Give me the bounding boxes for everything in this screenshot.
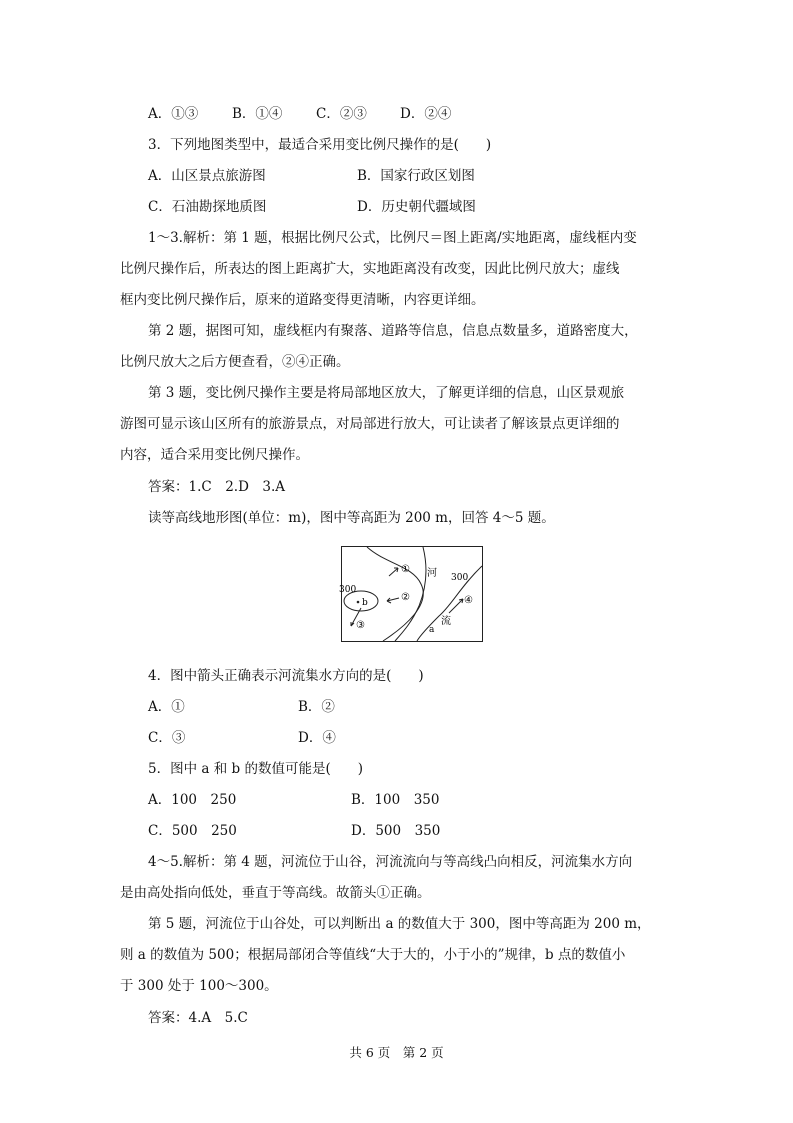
analysis-1-3-line: 框内变比例尺操作后，原来的道路变得更清晰，内容更详细。: [120, 292, 485, 308]
q2-option-b: B．①④: [232, 106, 283, 122]
q2-option-a: A．①③: [148, 106, 199, 122]
q3-option-c: C．石油勘探地质图: [148, 199, 267, 215]
analysis-4-5-line: 是由高处指向低处，垂直于等高线。故箭头①正确。: [120, 885, 431, 901]
label-b: b: [362, 598, 368, 608]
label-a: a: [429, 625, 435, 635]
analysis-4-5-line: 4～5.解析：第 4 题，河流位于山谷，河流流向与等高线凸向相反，河流集水方向: [148, 854, 633, 870]
q4-stem: 4．图中箭头正确表示河流集水方向的是( ): [148, 668, 424, 684]
answer-4-5: 答案：4.A 5.C: [148, 1010, 248, 1026]
analysis-4-5-line: 第 5 题，河流位于山谷处，可以判断出 a 的数值大于 300，图中等高距为 200 m，: [148, 916, 651, 932]
q5-stem: 5．图中 a 和 b 的数值可能是( ): [148, 761, 363, 777]
river-line: [395, 547, 426, 641]
intro-4-5: 读等高线地形图(单位：m)，图中等高距为 200 m，回答 4～5 题。: [148, 510, 555, 526]
q2-option-c: C．②③: [316, 106, 367, 122]
q4-option-c: C．③: [148, 730, 186, 746]
q3-stem: 3．下列地图类型中，最适合采用变比例尺操作的是( ): [148, 137, 492, 153]
q3-option-d: D．历史朝代疆域图: [357, 199, 476, 215]
label-2: ②: [401, 592, 410, 603]
label-4: ④: [464, 595, 473, 606]
page-footer: 共 6 页 第 2 页: [349, 1045, 444, 1060]
q5-option-c: C．500 250: [148, 823, 237, 839]
analysis-1-3-line: 第 2 题，据图可知，虚线框内有聚落、道路等信息，信息点数量多，道路密度大，: [148, 323, 638, 339]
label-river: 河: [427, 568, 437, 579]
q4-option-a: A．①: [148, 699, 185, 715]
label-300-left: 300: [339, 585, 357, 595]
contour-line-300-left: [367, 547, 423, 641]
analysis-1-3-line: 游图可显示该山区所有的旅游景点，对局部进行放大，可让读者了解该景点更详细的: [120, 416, 620, 432]
label-flow: 流: [441, 616, 451, 627]
q2-option-d: D．②④: [400, 106, 452, 122]
label-1: ①: [401, 564, 410, 575]
answer-1-3: 答案：1.C 2.D 3.A: [148, 479, 286, 495]
arrow-4: [449, 599, 463, 613]
point-b: [357, 601, 360, 604]
analysis-1-3-line: 1～3.解析：第 1 题，根据比例尺公式，比例尺＝图上距离/实地距离，虚线框内变: [148, 230, 637, 246]
analysis-1-3-line: 比例尺放大之后方便查看，②④正确。: [120, 354, 350, 370]
analysis-4-5-line: 则 a 的数值为 500；根据局部闭合等值线“大于大的，小于小的”规律，b 点的数值小: [120, 947, 626, 963]
analysis-1-3-line: 内容，适合采用变比例尺操作。: [120, 447, 309, 463]
q5-option-a: A．100 250: [148, 792, 237, 808]
q5-option-b: B．100 350: [351, 792, 440, 808]
label-3: ③: [356, 620, 365, 631]
contour-map-svg: [341, 546, 483, 642]
q3-option-b: B．国家行政区划图: [357, 168, 475, 184]
analysis-1-3-line: 比例尺操作后，所表达的图上距离扩大，实地距离没有改变，因此比例尺放大；虚线: [120, 261, 620, 277]
q4-option-b: B．②: [298, 699, 335, 715]
q3-option-a: A．山区景点旅游图: [148, 168, 266, 184]
contour-map-figure: [341, 546, 483, 642]
label-300-right: 300: [451, 573, 469, 583]
q5-option-d: D．500 350: [351, 823, 441, 839]
arrow-1: [389, 568, 398, 576]
analysis-1-3-line: 第 3 题，变比例尺操作主要是将局部地区放大，了解更详细的信息，山区景观旅: [148, 385, 625, 401]
q4-option-d: D．④: [298, 730, 336, 746]
analysis-4-5-line: 于 300 处于 100～300。: [120, 978, 278, 994]
